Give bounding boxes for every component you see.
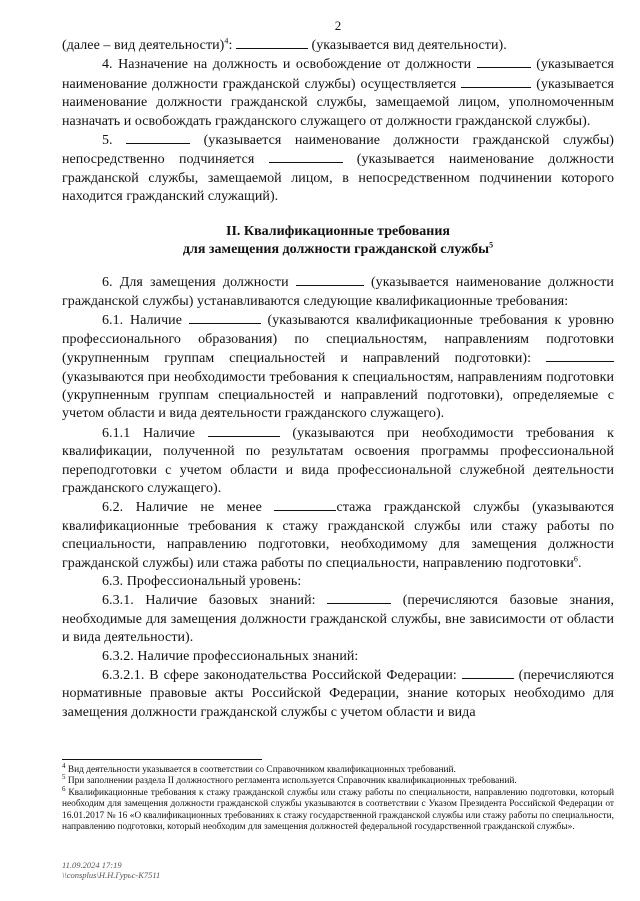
footnote-6: $^6$ Квалификационные требования к стажу гражданской службы или стажу работы по специальности, направлению подготовки, который необходим для замещения должности гражданской службы указываются в соответствии с Указом Президента Российской Федерации от 16.01.2017 № 16 «О квалификационных требованиях к стажу государственной гражданской службы или стажу работы по специальности, направлению подготовки, который необходим для замещения должностей федеральной государственной гражданской службы». (62, 784, 614, 833)
paragraph-6-3-2: 6.3.2. Наличие профессиональных знаний: (102, 648, 359, 664)
footnote-5: $^5$ При заполнении раздела II должностного регламента используется Справочник квалификационных требований. (62, 773, 517, 787)
blank-field (462, 666, 514, 679)
page-number: 2 (334, 18, 342, 33)
print-stamp: 11.09.2024 17:19 \\consplus\Н.Н.Гурьс-К7511 (62, 860, 161, 880)
blank-field (546, 349, 614, 362)
blank-field (208, 424, 280, 437)
section-heading: II. Квалификационные требования для замещения должности гражданской службы$^5$ (182, 223, 494, 258)
paragraph-6-1-1: 6.1.1 Наличие (указываются при необходимости требования к квалификации, полученной по результатам освоения программы профессиональной переподготовки с учетом области и вида профессиональной служебной деятельности гражданского служащего). (62, 425, 614, 496)
paragraph-6: 6. Для замещения должности (указывается наименование должности гражданской службы) устанавливаются следующие квалификационные требования: (62, 275, 614, 309)
blank-field (236, 36, 308, 49)
paragraph-6-1: 6.1. Наличие (указываются квалификационные требования к уровню профессионального образования) по специальностям, направлениям подготовки (укрупненным группам специальностей и направлений подготовки): (указываются при необходимости требования к специальностям, направлениям подготовки (укрупненным группам специальностей и направлений подготовки), определяемые с учетом области и вида деятельности гражданского служащего). (62, 313, 614, 422)
blank-field (274, 498, 336, 511)
paragraph-activity-type: (далее – вид деятельности)$^4$: (указывается вид деятельности). (62, 36, 507, 53)
paragraph-4: 4. Назначение на должность и освобождение от должности (указывается наименование должности гражданской службы) осуществляется (указывается наименование должности гражданской службы, замещаемой лицом, уполномоченным назначать и освобождать гражданского служащего от должности гражданской службы). (62, 57, 614, 129)
blank-field (126, 131, 190, 144)
blank-field (477, 55, 531, 68)
paragraph-6-3-1: 6.3.1. Наличие базовых знаний: (перечисляются базовые знания, необходимые для замещения должности гражданской службы, вне зависимости от области и вида деятельности). (62, 593, 614, 646)
paragraph-6-2: 6.2. Наличие не менее стажа гражданской службы (указываются квалификационные требования к стажу гражданской службы или стажу работы по специальности, направлению подготовки, необходимому для замещения должности гражданской службы) или стажа работы по специальности, направлению подготовки$^6$. (62, 500, 614, 571)
footnote-separator (62, 759, 262, 760)
blank-field (461, 75, 531, 88)
blank-field (296, 273, 364, 286)
paragraph-6-3: 6.3. Профессиональный уровень: (102, 573, 302, 589)
footnotes (62, 761, 614, 833)
footnote-4: $^4$ Вид деятельности указывается в соответствии со Справочником квалификационных требований. (62, 761, 456, 775)
blank-field (269, 150, 343, 163)
blank-field (189, 311, 261, 324)
paragraph-6-3-2-1: 6.3.2.1. В сфере законодательства Российской Федерации: (перечисляются нормативные правовые акты Российской Федерации, знание которых необходимо для замещения должности гражданской службы с учетом области и вида (62, 668, 614, 720)
blank-field (327, 591, 391, 604)
paragraph-5: 5. (указывается наименование должности гражданской службы) непосредственно подчиняется (указывается наименование должности гражданской службы, замещаемой лицом, в непосредственном подчинении которого находится гражданский служащий). (62, 133, 615, 205)
